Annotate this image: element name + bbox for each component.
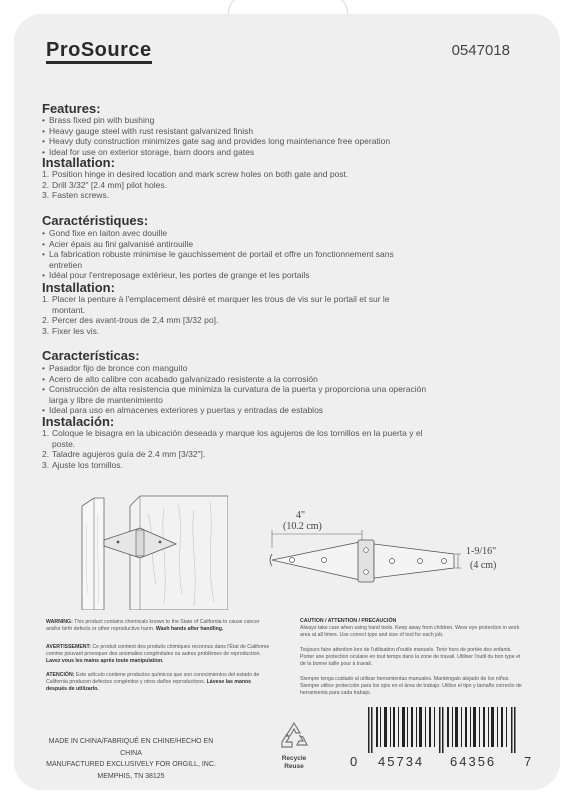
barcode-right-group: 64356 — [450, 754, 497, 769]
installation-title-en: Installation: — [42, 155, 115, 170]
recycle-label: Recycle — [281, 755, 307, 762]
reuse-label: Reuse — [284, 763, 304, 770]
list-item: • Construcción de alta resistencia que minimiza la curvatura de la puerta y proporciona una operación larga y libre de mantenimiento — [42, 384, 427, 405]
manufacturer-line: MANUFACTURED EXCLUSIVELY FOR ORGILL, INC. — [46, 761, 216, 768]
height-cm-label: (4 cm) — [470, 560, 497, 571]
list-item: 3. Fixer les vis. — [42, 325, 100, 336]
list-item: 3. Ajuste los tornillos. — [42, 459, 123, 470]
warning-en: WARNING: This product contains chemicals known to the State of California to cause cancer and/or birth defects or other reproductive harm. Wash hands after handling. — [46, 619, 260, 633]
caution-fr: Toujours faire attention lors de l'utilisation d'outils manuels. Tenir hors de portée des enfants. Porter une protection oculaire en tout temps dans la zone de travail. Utiliser l'outil du bon type et de la bonne taille pour à travail. — [300, 646, 521, 668]
barcode-left-group: 45734 — [378, 754, 425, 769]
warning-es: ATENCIÓN: Este artículo contiene productos químicos que son conocimientos del estado de California producen defectos congénitos y otros daños reproductivos. Lávese las manos después de utilizarlo. — [46, 672, 260, 693]
height-inches-label: 1-9/16" — [466, 546, 497, 557]
sku-number: 0547018 — [451, 42, 510, 59]
list-item: 1. Coloque le bisagra en la ubicación deseada y marque los agujeros de los tornillos en la puerta y el poste. — [42, 428, 423, 449]
barcode-check-digit: 7 — [524, 754, 532, 769]
list-item: 2. Percer des avant-trous de 2,4 mm [3/32 po]. — [42, 315, 219, 326]
list-item: • Brass fixed pin with bushing — [42, 115, 390, 126]
list-item: 2. Drill 3/32" [2.4 mm] pilot holes. — [42, 179, 167, 190]
address-line: MEMPHIS, TN 38125 — [97, 772, 165, 780]
list-item: • Acier épais au fini galvanisé antirouille — [42, 239, 412, 250]
list-item: • Ideal for use on exterior storage, barn doors and gates — [42, 147, 390, 158]
caution-es: Siempre tenga cuidado al utilizar herramientas manuales. Manténgalo alejado de los niños. Siempre utilice protección para los ojos en el área de trabajo. Utilice el tipo y tamaño correcto de herramienta para cada trabajo. — [300, 675, 522, 697]
list-item: • Idéal pour l'entreposage extérieur, les portes de grange et les portails — [42, 270, 412, 281]
features-title-en: Features: — [42, 101, 101, 116]
list-item: • Gond fixe en laiton avec douille — [42, 228, 412, 239]
features-list-en — [42, 115, 390, 157]
list-item: • La fabrication robuste minimise le gauchissement de portail et offre un fonctionnement sans entretien — [42, 249, 412, 270]
list-item: • Acero de alto calibre con acabado galvanizado resistente a la corrosión — [42, 374, 427, 385]
list-item: 1. Placer la penture à l'emplacement désiré et marquer les trous de vis sur le portail et sur le montant. — [42, 294, 390, 315]
manufacturer-info — [46, 736, 216, 782]
features-title-fr: Caractéristiques: — [42, 213, 149, 228]
list-item: • Ideal para uso en almacenes exteriores y puertas y entradas de establos — [42, 405, 427, 416]
recycle-icon — [278, 720, 310, 750]
gate-illustration — [68, 494, 228, 610]
barcode-first-digit: 0 — [350, 754, 358, 769]
list-item: • Pasador fijo de bronce con manguito — [42, 363, 427, 374]
installation-title-fr: Installation: — [42, 280, 115, 295]
list-item: • Heavy gauge steel with rust resistant galvanized finish — [42, 126, 390, 137]
barcode-icon — [364, 707, 522, 753]
list-item: • Heavy duty construction minimizes gate sag and provides long maintenance free operation — [42, 136, 390, 147]
hinge-illustration — [262, 504, 462, 594]
installation-title-es: Instalación: — [42, 414, 115, 429]
features-list-es — [42, 363, 427, 416]
caution-title: CAUTION / ATTENTION / PRECAUCIÓN — [300, 618, 397, 624]
brand-logo: ProSource — [46, 40, 152, 64]
origin-line: MADE IN CHINA/FABRIQUÉ EN CHINE/HECHO EN CHINA — [48, 738, 214, 757]
list-item: 3. Fasten screws. — [42, 190, 110, 201]
recycle-badge — [270, 720, 318, 771]
list-item: 2. Taladre agujeros guía de 2.4 mm [3/32"]. — [42, 449, 206, 460]
length-cm-label: (10.2 cm) — [283, 521, 322, 532]
warning-fr: AVERTISSEMENT: Ce produit contient des produits chimiques reconnus dans l'État de Californie comme pouvant provoquer des anomalies congénitales ou autres problèmes de reproduction. Lavez vous les mains après toute manipulation. — [46, 644, 270, 665]
installation-list-fr — [42, 294, 422, 336]
length-inches-label: 4" — [296, 510, 306, 521]
features-list-fr — [42, 228, 412, 281]
list-item: 1. Position hinge in desired location and mark screw holes on both gate and post. — [42, 169, 349, 179]
installation-list-en — [42, 169, 348, 201]
features-title-es: Características: — [42, 348, 140, 363]
installation-list-es — [42, 428, 442, 470]
caution-block — [300, 618, 525, 697]
caution-en: Always take care when using hand tools. Keep away from children. Wear eye protection in work area at all times. Use correct type and size of tool for each job. — [300, 625, 520, 639]
